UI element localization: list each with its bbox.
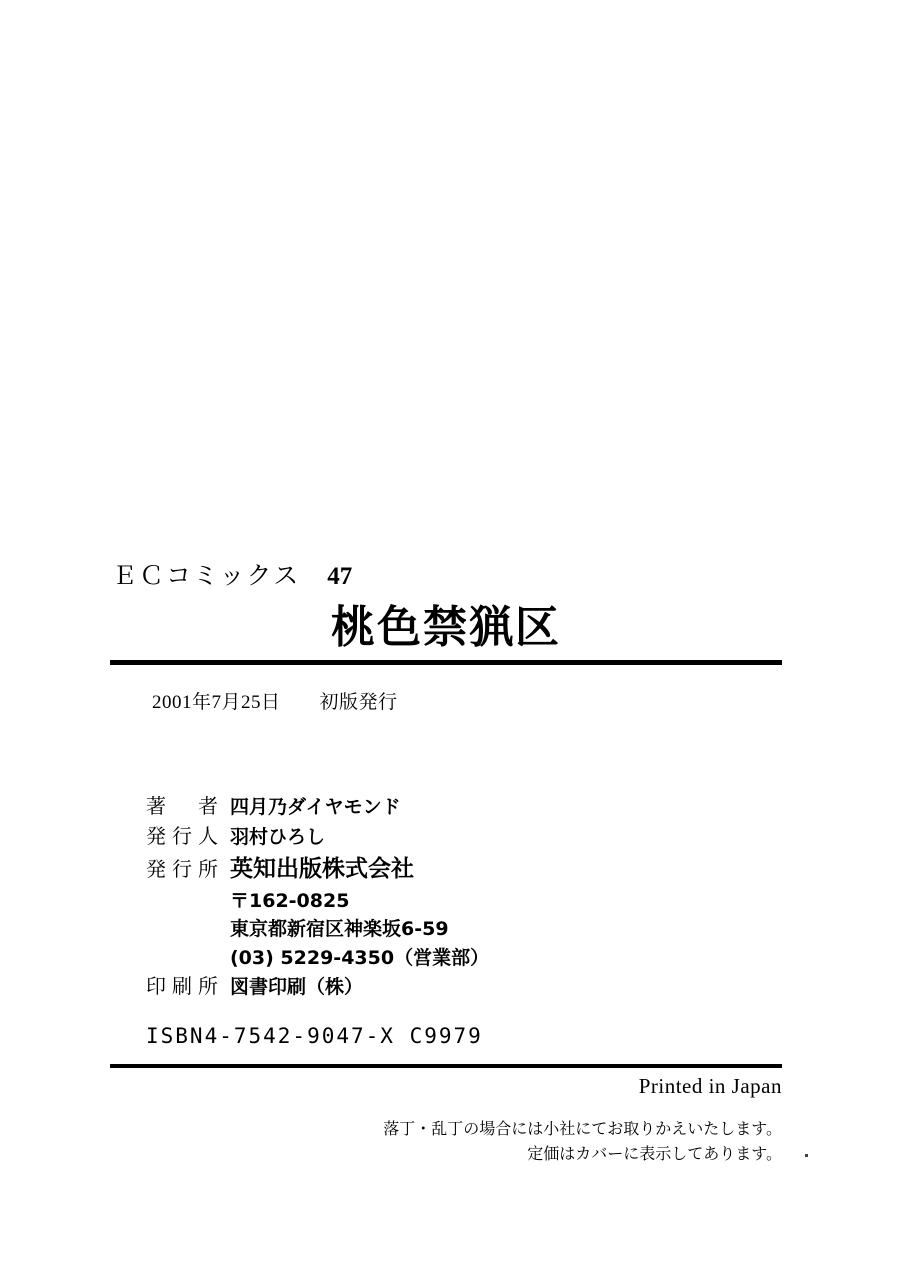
publication-line (152, 687, 782, 714)
series-line (112, 556, 782, 592)
imprint-row-printer (146, 972, 782, 1002)
footer-note-2: 定価はカバーに表示してあります。 (527, 1143, 782, 1163)
divider-top (110, 660, 782, 665)
divider-bottom (110, 1064, 782, 1068)
publisher-label: 発行所 (146, 859, 224, 881)
edition-label: 初版発行 (319, 692, 398, 713)
footer-notes (110, 1117, 782, 1167)
phone: (03) 5229-4350（営業部） (230, 946, 490, 969)
imprint-row-author (146, 792, 782, 822)
printer-label: 印刷所 (146, 976, 224, 998)
series-name: ＥＣコミックス (112, 563, 301, 590)
colophon-block (110, 556, 782, 1167)
publisher-value: 英知出版株式会社 (230, 856, 414, 882)
footer-note-1: 落丁・乱丁の場合には小社にてお取りかえいたします。 (383, 1119, 782, 1138)
imprint-row-phone (230, 944, 782, 973)
postal-code: 〒162-0825 (230, 889, 350, 912)
printed-in-japan: Printed in Japan (638, 1074, 782, 1098)
book-title: 桃色禁猟区 (331, 602, 561, 653)
imprint-list (110, 792, 782, 1002)
title-row (110, 602, 782, 653)
author-label: 著 者 (146, 796, 224, 818)
series-number: 47 (327, 563, 353, 590)
publisher-person-value: 羽村ひろし (230, 826, 326, 848)
imprint-row-postal-code (230, 887, 782, 916)
imprint-row-address (230, 915, 782, 944)
author-value: 四月乃ダイヤモンド (230, 796, 401, 818)
publication-date: 2001年7月25日 (152, 692, 281, 713)
isbn-line: ISBN4-7542-9047-X C9979 (146, 1024, 483, 1048)
publisher-person-label: 発行人 (146, 826, 224, 848)
page-speck (805, 1154, 808, 1157)
imprint-row-publisher-person (146, 822, 782, 852)
imprint-row-publisher (146, 852, 782, 887)
address: 東京都新宿区神楽坂6-59 (230, 918, 449, 940)
printer-value: 図書印刷（株） (230, 976, 364, 998)
